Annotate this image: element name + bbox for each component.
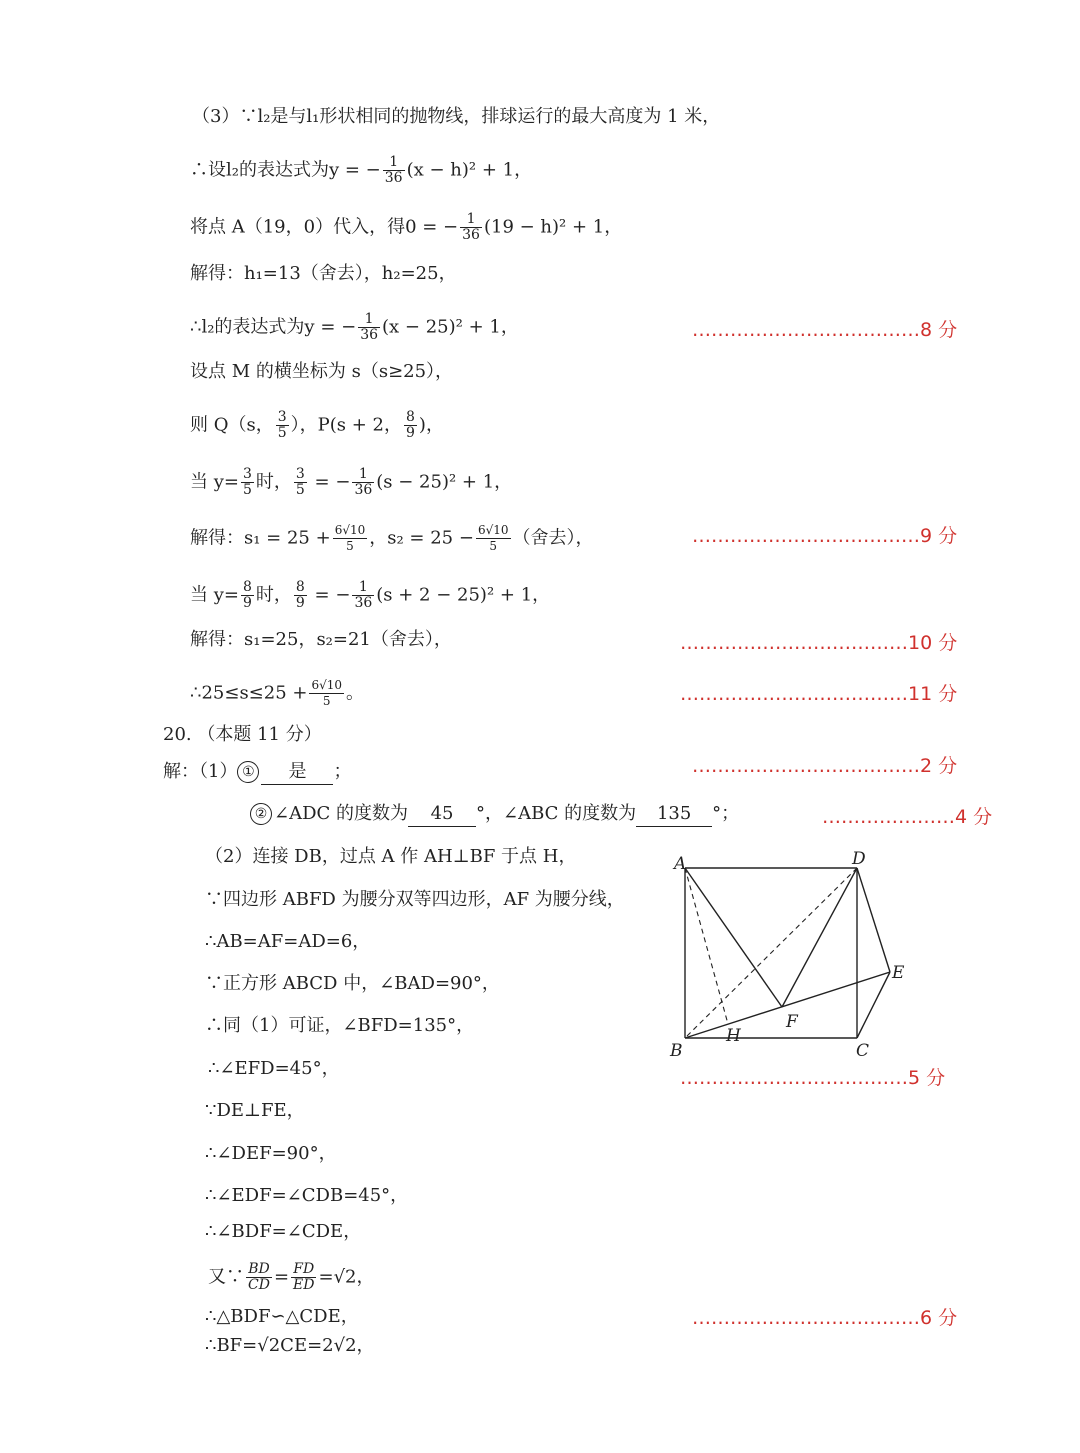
line-range-s: ∴25≤s≤25 + $\frac{6√10}{5}$ 。 xyxy=(190,678,365,708)
part-2-line-2: ∵四边形 ABFD 为腰分双等四边形，AF 为腰分线， xyxy=(205,889,625,910)
label-h: H xyxy=(726,1026,741,1046)
fraction-8-over-9: $\frac{8}{9}$ xyxy=(295,579,305,611)
part-2-line-4: ∵正方形 ABCD 中，∠BAD=90°， xyxy=(205,973,500,994)
fraction-3-over-5: $\frac{3}{5}$ xyxy=(295,466,305,498)
line-when-y-8-9: 当 y= $\frac{8}{9}$ 时， $\frac{8}{9}$ = − $\frac{1}{36}$ (s + 2 − 25)² + 1， xyxy=(190,579,551,611)
label-b: B xyxy=(670,1041,683,1060)
fraction-1-over-36: $\frac{1}{36}$ xyxy=(360,311,379,343)
fraction-6root10-over-5: $\frac{6√10}{5}$ xyxy=(311,678,343,708)
part-2-line-13: ∴BF=√2CE=2√2， xyxy=(205,1335,375,1356)
fraction-1-over-36: $\frac{1}{36}$ xyxy=(354,579,373,611)
fraction-6root10-over-5: $\frac{6√10}{5}$ xyxy=(334,523,366,553)
score-5: ………………………………5 分 xyxy=(680,1067,946,1089)
part-2-line-10: ∴∠BDF=∠CDE， xyxy=(205,1221,362,1242)
score-10: ………………………………10 分 xyxy=(680,632,958,654)
score-6: ………………………………6 分 xyxy=(692,1307,958,1329)
label-f: F xyxy=(786,1012,798,1032)
label-c: C xyxy=(856,1041,870,1060)
part-2-line-7: ∵DE⊥FE， xyxy=(205,1100,305,1121)
fraction-1-over-36: $\frac{1}{36}$ xyxy=(462,211,480,243)
segment-af xyxy=(685,868,782,1007)
part-2-line-9: ∴∠EDF=∠CDB=45°， xyxy=(205,1185,409,1206)
part-2-line-11: 又∵ $\frac{BD}{CD}$ = $\frac{FD}{ED}$ =√2， xyxy=(208,1261,375,1293)
fraction-bd-over-cd: $\frac{BD}{CD}$ xyxy=(248,1261,270,1293)
segment-db-dashed xyxy=(685,868,857,1038)
score-11: ………………………………11 分 xyxy=(680,683,958,705)
label-d: D xyxy=(852,849,866,869)
score-2: ………………………………2 分 xyxy=(692,755,958,777)
answer-blank-adc: 45 xyxy=(408,802,476,827)
answer-blank-1: 是 xyxy=(261,760,333,785)
line-l2-definition: （3）∵l₂是与l₁形状相同的抛物线，排球运行的最大高度为 1 米， xyxy=(192,106,721,127)
fraction-8-over-9: $\frac{8}{9}$ xyxy=(242,579,252,611)
answer-blank-abc: 135 xyxy=(636,802,712,827)
part-2-line-12: ∴△BDF∽△CDE， xyxy=(205,1306,359,1327)
line-q-p-coordinates: 则 Q（s， $\frac{3}{5}$ ），P(s + 2， $\frac{8}{9}$ )， xyxy=(190,409,444,441)
part-2-line-6: ∴∠EFD=45°， xyxy=(208,1058,340,1079)
circle-number-2: ② xyxy=(250,803,272,825)
line-solve-s-first: 解得：s₁ = 25 + $\frac{6√10}{5}$ ，s₂ = 25 − $\frac{6√10}{5}$ （舍去）， xyxy=(190,523,594,553)
fraction-6root10-over-5: $\frac{6√10}{5}$ xyxy=(477,523,509,553)
fraction-3-over-5: $\frac{3}{5}$ xyxy=(277,409,287,441)
line-solve-h: 解得：h₁=13（舍去），h₂=25， xyxy=(190,263,457,284)
part-1-answer-2: ② ∠ADC 的度数为 45 °，∠ABC 的度数为 135 °； xyxy=(250,802,739,827)
line-when-y-3-5: 当 y= $\frac{3}{5}$ 时， $\frac{3}{5}$ = − $\frac{1}{36}$ (s − 25)² + 1， xyxy=(190,466,513,498)
segment-de xyxy=(857,868,890,972)
segment-ah-dashed xyxy=(685,868,728,1024)
segment-ec xyxy=(857,972,890,1038)
part-2-line-5: ∴同（1）可证，∠BFD=135°， xyxy=(205,1015,475,1036)
label-a: A xyxy=(674,854,687,874)
fraction-fd-over-ed: $\frac{FD}{ED}$ xyxy=(293,1261,315,1293)
line-l2-expression-final: ∴l₂的表达式为y = − $\frac{1}{36}$ (x − 25)² + 1， xyxy=(190,311,519,343)
part-1-answer-1: 解：（1） ① 是 ； xyxy=(163,760,351,785)
fraction-1-over-36: $\frac{1}{36}$ xyxy=(354,466,373,498)
label-e: E xyxy=(892,963,905,983)
line-set-m: 设点 M 的横坐标为 s（s≥25）， xyxy=(190,361,454,382)
circle-number-1: ① xyxy=(237,761,259,783)
part-2-line-8: ∴∠DEF=90°， xyxy=(205,1143,337,1164)
question-20-heading: 20. （本题 11 分） xyxy=(163,724,322,745)
fraction-8-over-9: $\frac{8}{9}$ xyxy=(406,409,415,441)
line-l2-expression-general: ∴设l₂的表达式为y = − $\frac{1}{36}$ (x − h)² + 1， xyxy=(190,154,533,186)
score-8: ………………………………8 分 xyxy=(692,319,958,341)
fraction-1-over-36: $\frac{1}{36}$ xyxy=(384,154,403,186)
score-4: …………………4 分 xyxy=(822,806,993,828)
score-9: ………………………………9 分 xyxy=(692,525,958,547)
fraction-3-over-5: $\frac{3}{5}$ xyxy=(242,466,252,498)
line-solve-s-second: 解得：s₁=25，s₂=21（舍去）， xyxy=(190,629,452,650)
part-2-line-1: （2）连接 DB，过点 A 作 AH⊥BF 于点 H， xyxy=(205,846,577,867)
geometry-figure xyxy=(660,845,920,1060)
part-2-line-3: ∴AB=AF=AD=6， xyxy=(205,931,371,952)
line-substitute-point-a: 将点 A（19，0）代入，得0 = − $\frac{1}{36}$ (19 − h)² + 1， xyxy=(190,211,623,243)
